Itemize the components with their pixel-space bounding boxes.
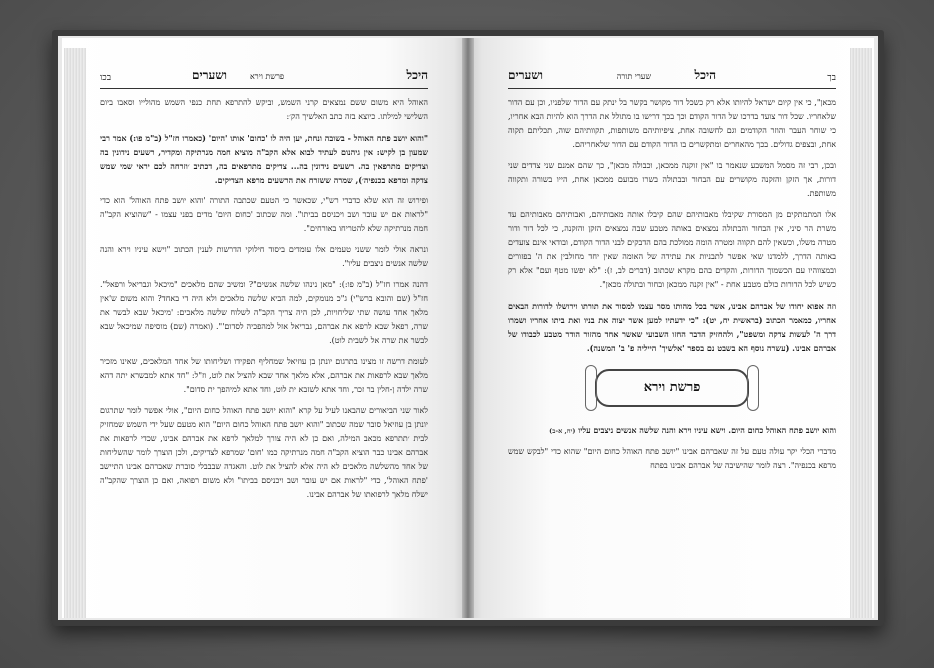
right-page (470, 38, 874, 618)
verse-reference: (יח, א-ב) (549, 427, 576, 435)
right-running-subtitle: ושערים (508, 68, 543, 82)
right-running-title: היכל (694, 68, 716, 82)
left-running-title: היכל (406, 68, 428, 82)
paragraph: וזה אפוא יחודו של אברהם אבינו, אשר בכל מהותו מסר עצמו למסור את תורתו וירושלו לדורות הבאים אחריו, כמאמר הכתוב (בראשית יח, יט): "כי ידעתיו למען אשר יצוה את בניו ואת ביתו אחריו ושמרו דרך ה' לעשות צדקה ומשפט", ולהחזיק הדבר החזו השבועי שאשר אחד מהזור הודר מטבע לכבודו של אברהם אבינו. (עשרה נוסף הא בשבט נם בספר 'אלשיך' הייליה פ' ב' המשנה). (508, 301, 836, 353)
left-page (62, 38, 466, 618)
paragraph: מכאן", כי אין קיום ישראל להיותו אלא רק כשכל דור מקושר בקשר בל ינתק עם הדור שלפניו, וכן עם הדור שלאחריו. שכל דור צועד בדרכו של הדור הקודם וכך בכך דרישו בו מתולל את הדרך הוא להיות הבא אחריו, כי שוחר העבר והוזר הקודמים וגם לחשובה אחת, ציפיותיהם משותפות, תקוותיהם שוה, תכליתם תקוה אחת, ובצפים גדולים. בכך מהאחרים ומתקשרים בו הדור הקודם עם הדור שלאחריהם. (508, 98, 836, 149)
paragraph: האוהל היא משום ששם נמצאים קרני השמש, וביקש להתרפא תחת כנפי השמש מהולייו וסאבו ביום השלישי למילתו. כיוצא בזה כתב האלשיך הק׳: (100, 98, 428, 121)
paragraph: אלו המתמתקים מן המסורת שקיבלו מאבותיהם שהם קיבלו אותה מאבותיהם, ואבותיהם מאבותיהם עד משרת הר סיני, אין הבחור והבתולה נמצאים באותה מטבע שבה נמצאים הזקן והזקנה, כי לכל דור ודור מטרה משלו, וכשאין להם תקווה ומטרה הומה ממולכת בהם הדבקים לבני הדור הקודם, ובודאי אינם צועדים באותה הדרך, ללמדנו שאי אפשר לתבניות את עתידה של האומה שאין יחד מחולבין את ה' בפזורים ובמצווהיו עם הכשמוך הדורות, והקדים בהם מקרא שכתוב (דברים לב, ז): "לא יפשו מטף ועם" אלא רק כשיש לכל הדורות כולם מטבע אחת - "אין זקנה ממכאן ובחור ובתולה מכאן". (508, 210, 836, 289)
parasha-title: פרשת וירא (643, 380, 701, 395)
right-page-body (508, 96, 836, 588)
right-page-number: בך (827, 73, 836, 83)
right-page-edges (850, 48, 872, 618)
verse-text: והוא יושב פתח האוהל כחום היום. וישא עיניו וירא והנה שלשה אנשים ניצבים עליו (578, 425, 836, 435)
left-parasha-label: פרשת וירא (250, 72, 285, 81)
paragraph: דהנה אמרו חז"ל (ב"מ פו:): "מאן נינהו שלשה אנשים"? ומשיב שהם מלאכים "מיכאל וגבריאל ורפאל". חז"ל (שם והובא ברש"י) ג"כ מנומקים, למה הביא שלשה מלאכים ולא היה די באחד? והוא משום ש'אין מלאך אחד עושה שתי שליחויות, לכן היה צריך הקב"ה לשלוח שלשה מלאכים: 'מיכאל שבא לבשר את שרה, רפאל שבא לרפא את אברהם, גבריאל אזל למהפכיה לסדום'". (ואמרה (שם) מוסיפה שמיכאל שבא לבשר את שרה אל לשבית לוט). (100, 280, 429, 345)
right-section-label: שערי תורה (616, 72, 651, 81)
paragraph: מדברי הכלי יקר עולה טעם על זה שאברהם אבינו "יושב פתח האוהל כחום היום" שהוא כדי "לבקש שמש מרפא בכנפיה". רצה לומר שהישיבה של אברהם אבינו בפתח (508, 447, 836, 470)
book-gutter (462, 38, 474, 618)
open-book (52, 30, 884, 626)
paragraph: ופירוש זה הוא שלא כדברי רש"י, שכאשר כי הטעם שכתבה התורה 'והוא יושב פתח האוהל' הוא כדי "לראות אם יש עובר ושב ויכניסם בביתו". ומה שכתוב 'כחום היום' מדים בפני עצמו - "שהוציא הקב"ה חמה מנרתיקה שלא להטריחו באורחים". (100, 196, 428, 233)
left-page-header (100, 68, 428, 89)
paragraph: לאור שני הביאורים שהבאנו לעיל על קרא "והוא יושב פתח האוהל כחום היום", אולי אפשר לומר שתרגום יונתן בן עוזיאל סובר שמה שכתוב "והוא יושב פתח האוהל כחום היום" הוא מטעם שעל ידי השמש שמחזיק לבית ׳תתרפא מכאב המילה, ואם כן לא היה צורך למלאך לרפא את אברהם אבינו, שכדי לרפאות את אברהם אבינו כבר הוציא הקב"ה חמה מנרתיקה כמו 'חום' שמרפא לצדיקים, ולכן הוצרך לומר שהשליחות של אחד מהשלשה מלאכים לא היה אלא להציל את לוט. והאגדה שבבבלי סוברת שאברהם אבינו התיישב 'פתח האוהל', כדי "לראות אם יש עובר ושב ויכניסם בביתו" ולא משום רפואה, ואם כן הוצרך שהקב"ה ישלח מלאך לרפואתו של אברהם אבינו. (100, 406, 428, 499)
left-page-body (100, 96, 428, 588)
verse-heading (508, 423, 836, 438)
left-running-subtitle: ושערים (192, 68, 227, 82)
left-page-edges (64, 48, 86, 618)
paragraph: לעומת דרשה זו מצינו בתרגום יונתן בן עוזיאל שמחליף תפקידו ושליחותו של אחד המלאכים, שאינו מזכיר מלאך שבא לרפאות את אברהם, אלא מלאך אחד שבא להציל את לוט, וז"ל: "חד אתא למבשרא יתה דהא שרה ילדה ן-חלין בר זכר, וחד אתא לשזבא ית לוט, וחד אתא למיהפך ית סדום". (100, 357, 428, 394)
paragraph: "והוא יושב פתח האוהל - בשובה ונחת, יען היה לו 'כחום' אותו 'היום' (כאמרו חז"ל (ב"מ פו:) אמר רבי שמעון בן לקיש: אין גיהנום לעתיד לבוא אלא הקב"ה מוציא חמה מנרתיקה ומקדיר, רשעים נידונין בה וצדיקים מתרפאין בה. רשעים נידונין בה... צדיקים מתרפאים בה, דכתיב ׳וזרחה לכם יראי שמי שמש צדקה ומרפא בכנפיה׳), שמרה ששזרח את הרשעים מרפא הצדיקים. (100, 133, 428, 185)
left-page-number: בכו (100, 73, 112, 83)
paragraph: ובכן, רבי זה מסמל המשבע שנאמר בו "אין זוקנה ממכאן, וכבולה מכאן", כך שהם אמנם שני צדדים שני דורות, אך הזקן והזקנה מקושרים עם הבחור ובבתולה בשרו מבועם ממכאן אחת, הייו בשורה ותקווה משותפת. (508, 161, 836, 198)
paragraph: ונראה אולי לומר ששני טעמים אלו עומדים ביסוד חילוקי הדרשות לענין הכתוב "וישא עיניו וירא והנה שלשה אנשים ניצבים עליו". (100, 245, 428, 268)
parasha-title-frame (595, 369, 749, 407)
right-page-header (508, 68, 836, 89)
